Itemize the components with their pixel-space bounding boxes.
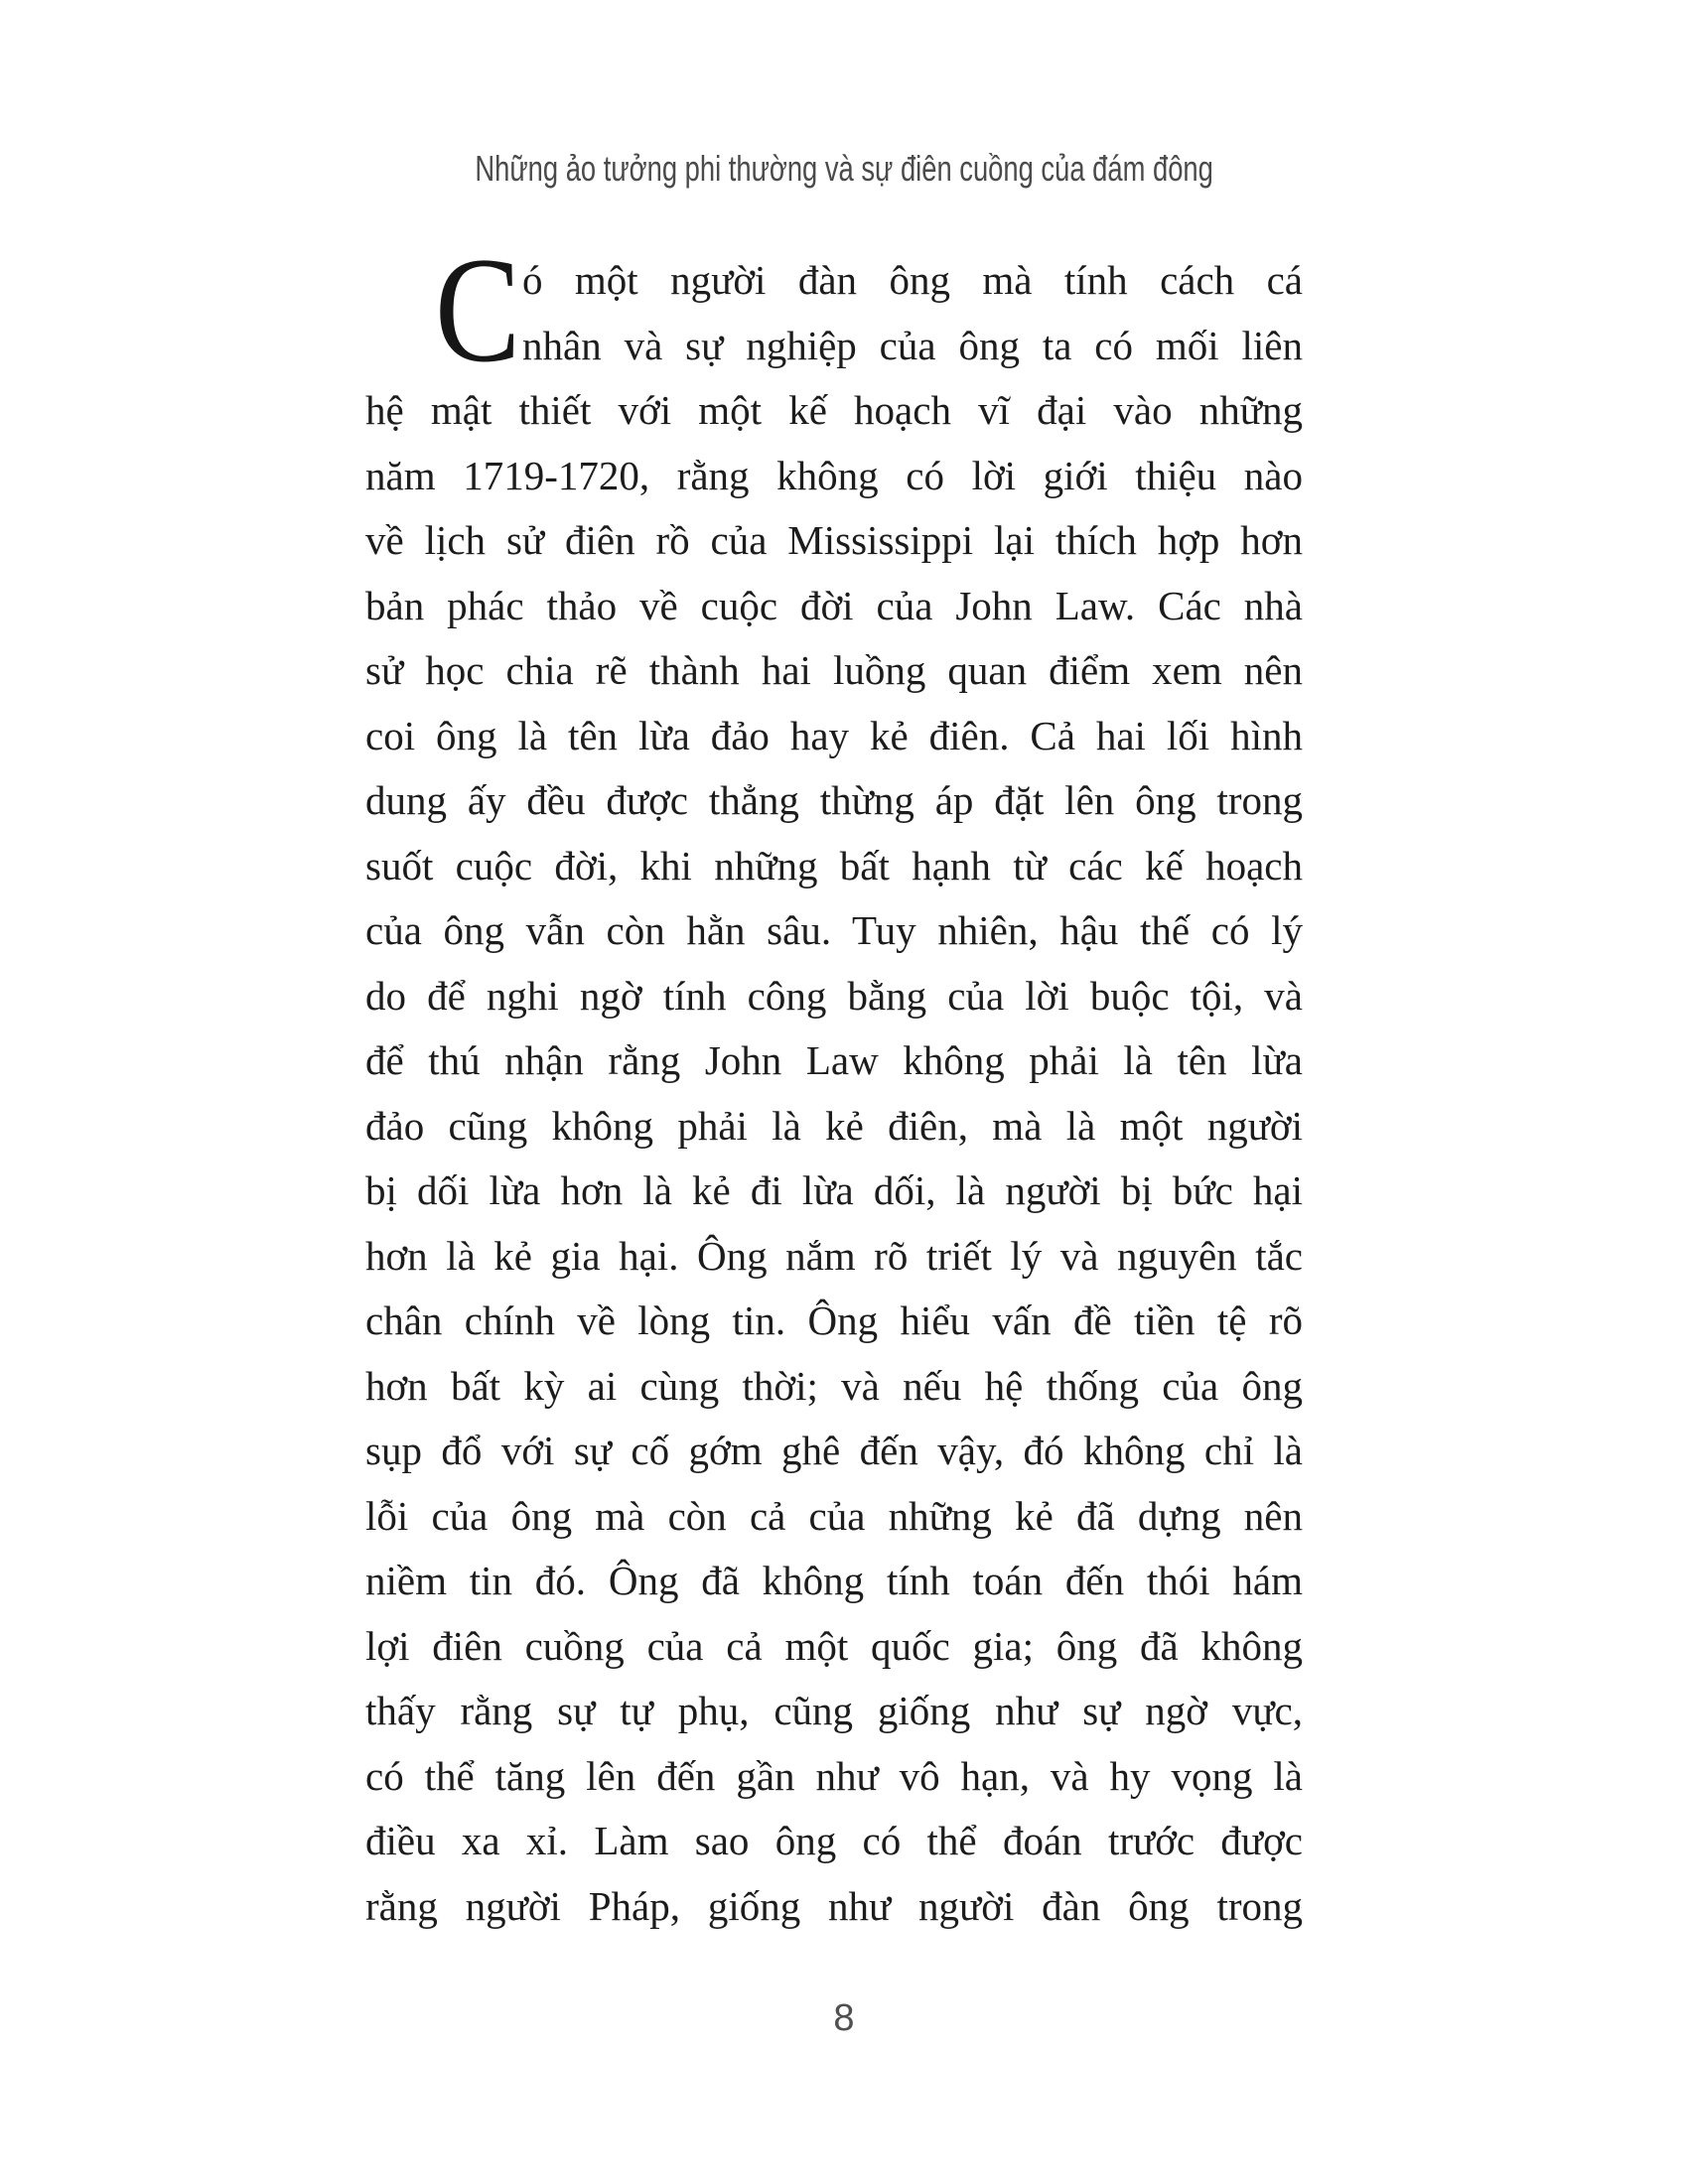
body-line: có thể tăng lên đến gần như vô hạn, và hy vọng là bbox=[365, 1752, 1303, 1799]
running-header-title: Những ảo tưởng phi thường và sự điên cuồng của đám đông bbox=[475, 148, 1213, 189]
body-line: điều xa xỉ. Làm sao ông có thể đoán trước được bbox=[365, 1818, 1303, 1863]
body-line: chân chính về lòng tin. Ông hiểu vấn đề tiền tệ rõ bbox=[365, 1297, 1303, 1343]
body-line: coi ông là tên lừa đảo hay kẻ điên. Cả hai lối hình bbox=[365, 712, 1303, 758]
body-line: của ông vẫn còn hằn sâu. Tuy nhiên, hậu thế có lý bbox=[365, 907, 1303, 953]
running-header bbox=[0, 149, 1688, 189]
body-line: niềm tin đó. Ông đã không tính toán đến thói hám bbox=[365, 1558, 1303, 1603]
body-line: sử học chia rẽ thành hai luồng quan điểm xem nên bbox=[365, 647, 1303, 693]
body-line: ó một người đàn ông mà tính cách cá bbox=[522, 257, 1303, 303]
body-line: bị dối lừa hơn là kẻ đi lừa dối, là người bị bức hại bbox=[365, 1167, 1303, 1213]
body-line: sụp đổ với sự cố gớm ghê đến vậy, đó không chỉ là bbox=[365, 1428, 1303, 1473]
body-line: lỗi của ông mà còn cả của những kẻ đã dựng nên bbox=[365, 1492, 1303, 1539]
body-line: để thú nhận rằng John Law không phải là tên lừa bbox=[365, 1037, 1303, 1083]
page-number: 8 bbox=[833, 1997, 855, 2039]
body-line: đảo cũng không phải là kẻ điên, mà là một người bbox=[365, 1102, 1303, 1149]
drop-cap: C bbox=[435, 226, 521, 393]
body-line: suốt cuộc đời, khi những bất hạnh từ các kế hoạch bbox=[365, 842, 1303, 888]
body-line: hệ mật thiết với một kế hoạch vĩ đại vào những bbox=[365, 387, 1303, 433]
body-text-block bbox=[365, 226, 1303, 1939]
body-line: hơn là kẻ gia hại. Ông nắm rõ triết lý và nguyên tắc bbox=[365, 1232, 1303, 1279]
body-line: hơn bất kỳ ai cùng thời; và nếu hệ thống của ông bbox=[365, 1362, 1303, 1409]
body-line: lợi điên cuồng của cả một quốc gia; ông đã không bbox=[365, 1622, 1303, 1669]
body-line: về lịch sử điên rồ của Mississippi lại thích hợp hơn bbox=[365, 517, 1303, 563]
body-line: bản phác thảo về cuộc đời của John Law. Các nhà bbox=[365, 582, 1303, 628]
body-line: nhân và sự nghiệp của ông ta có mối liên bbox=[522, 322, 1303, 368]
body-line: thấy rằng sự tự phụ, cũng giống như sự ngờ vực, bbox=[365, 1688, 1303, 1733]
body-line: do để nghi ngờ tính công bằng của lời buộc tội, và bbox=[365, 972, 1303, 1019]
body-line: rằng người Pháp, giống như người đàn ông trong bbox=[365, 1882, 1303, 1929]
body-line: dung ấy đều được thẳng thừng áp đặt lên ông trong bbox=[365, 777, 1303, 823]
body-line: năm 1719-1720, rằng không có lời giới thiệu nào bbox=[365, 452, 1303, 498]
